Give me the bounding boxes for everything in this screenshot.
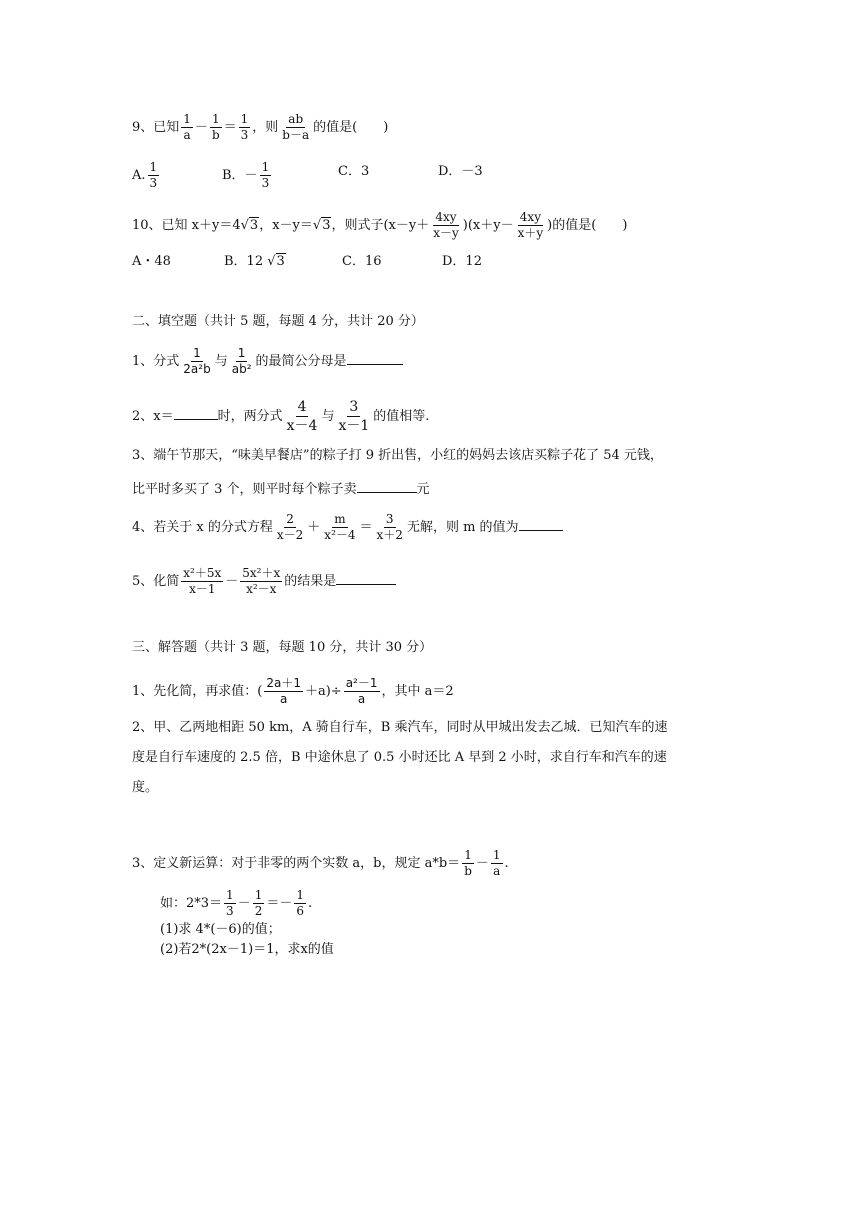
operator: ＝	[359, 520, 373, 535]
q-text: 的值相等.	[373, 409, 430, 424]
numerator: 1	[237, 346, 246, 360]
q-text: 1、分式	[132, 354, 180, 369]
q-text: 5、化简	[132, 574, 180, 589]
denominator: 3	[261, 176, 270, 190]
fraction	[275, 512, 305, 543]
fraction	[264, 676, 303, 707]
q10-text: ，则式子(x－y＋	[331, 218, 430, 233]
fill-question-3-line-1: 3、端午节那天，“味美早餐店”的粽子打 9 折出售，小红的妈妈去该店买粽子花了 54 元钱，	[132, 448, 663, 463]
numerator: 1	[240, 112, 249, 126]
numerator: m	[334, 512, 346, 526]
q-text: .	[504, 856, 509, 871]
operator: －	[194, 120, 208, 135]
radicand: 3	[276, 254, 285, 269]
solve-question-3	[132, 848, 509, 879]
solve-question-3-sub-1: (1)求 4*(－6)的值；	[160, 922, 281, 937]
q10-text: )(x＋y－	[462, 218, 514, 233]
q10-option-b	[224, 252, 286, 272]
q-text: 与	[214, 354, 228, 369]
fraction	[280, 112, 311, 143]
q10-text: 10、已知 x＋y＝4	[132, 218, 241, 233]
q-text: 与	[321, 409, 335, 424]
q-text: 的结果是	[284, 574, 337, 589]
q-text: 4、若关于 x 的分式方程	[132, 520, 273, 535]
option-label: B．－	[222, 168, 258, 183]
denominator: a	[357, 692, 366, 706]
sqrt: √3	[267, 254, 285, 269]
operator: －	[475, 856, 489, 871]
fraction	[181, 346, 212, 377]
numerator: 1	[211, 112, 220, 126]
q-text: 的最简公分母是	[255, 354, 347, 369]
answer-blank[interactable]	[347, 350, 403, 365]
fraction	[491, 848, 503, 879]
q-text: .	[308, 896, 313, 911]
numerator: 1	[254, 888, 263, 902]
radicand: 3	[322, 218, 331, 233]
numerator: 1	[183, 112, 191, 126]
q9-prefix: 9、已知	[132, 120, 180, 135]
numerator: x²＋5x	[183, 566, 222, 580]
denominator: b－a	[282, 128, 310, 142]
denominator: x－4	[286, 418, 318, 434]
operator: ＝－	[266, 896, 293, 911]
operator: －	[225, 574, 239, 589]
numerator: ab	[288, 112, 304, 126]
fill-question-1	[132, 346, 403, 377]
numerator: 1	[464, 848, 472, 862]
q9-option-b	[222, 160, 273, 191]
q10-text: )的值是( )	[547, 218, 628, 233]
solve-question-3-sub-2: (2)若2*(2x－1)＝1，求x的值	[160, 942, 334, 957]
q9-option-d: D．－3	[438, 164, 483, 179]
q10-option-c: C．16	[342, 254, 382, 269]
option-label: B．12	[224, 254, 264, 269]
denominator: x＋y	[517, 226, 544, 240]
numerator: 4xy	[435, 210, 457, 224]
denominator: x＋2	[376, 528, 403, 542]
numerator: 1	[296, 888, 304, 902]
solve-question-2-line-1: 2、甲、乙两地相距 50 km，A 骑自行车，B 乘汽车，同时从甲城出发去乙城．已知汽车的速	[132, 720, 668, 735]
fraction	[260, 160, 272, 191]
numerator: a²－1	[345, 676, 378, 690]
answer-blank[interactable]	[336, 570, 396, 585]
denominator: 3	[240, 128, 249, 142]
answer-blank[interactable]	[174, 405, 218, 420]
fraction	[224, 888, 236, 919]
question-9	[132, 112, 388, 143]
fraction	[516, 210, 546, 241]
numerator: 1	[261, 160, 270, 174]
fraction	[431, 210, 461, 241]
numerator: 1	[149, 160, 158, 174]
section-heading-solve: 三、解答题（共计 3 题，每题 10 分，共计 30 分）	[132, 640, 433, 655]
denominator: b	[464, 864, 472, 878]
q-text: 比平时多买了 3 个，则平时每个粽子卖	[132, 482, 357, 497]
numerator: 2	[286, 512, 294, 526]
q-text: 时，两分式	[217, 409, 283, 424]
q-text: 3、定义新运算：对于非零的两个实数 a，b，规定 a*b＝	[132, 856, 461, 871]
operator: ＝	[223, 120, 237, 135]
numerator: 1	[226, 888, 234, 902]
denominator: x－2	[276, 528, 304, 542]
denominator: 3	[149, 176, 158, 190]
q9-option-a	[132, 160, 161, 191]
denominator: b	[211, 128, 220, 142]
solve-question-2-line-3: 度。	[132, 780, 159, 795]
answer-blank[interactable]	[357, 478, 417, 493]
denominator: ab²	[231, 362, 252, 376]
denominator: 6	[296, 904, 304, 918]
solve-question-3-example	[160, 888, 312, 919]
section-heading-fill-blank: 二、填空题（共计 5 题，每题 4 分，共计 20 分）	[132, 314, 424, 329]
denominator: x－y	[433, 226, 459, 240]
fraction	[148, 160, 160, 191]
question-10	[132, 210, 627, 241]
sqrt: √3	[240, 218, 259, 233]
denominator: a	[493, 864, 501, 878]
q10-text: ，x－y＝	[259, 218, 313, 233]
denominator: x－1	[338, 418, 370, 434]
fill-question-3-line-2	[132, 478, 430, 500]
denominator: x²－4	[324, 528, 356, 542]
denominator: a	[183, 128, 191, 142]
fraction	[336, 398, 371, 435]
fill-question-2	[132, 398, 429, 435]
q-text: 元	[416, 482, 430, 497]
fraction	[294, 888, 306, 919]
fraction	[181, 566, 223, 597]
numerator: 4	[297, 399, 307, 415]
fraction	[239, 112, 251, 143]
q10-option-d: D．12	[442, 254, 482, 269]
q9-option-c: C．3	[338, 164, 370, 179]
q-text: 2、x＝	[132, 409, 174, 424]
sqrt: √3	[312, 218, 331, 233]
numerator: 5x²＋x	[242, 566, 281, 580]
denominator: 2a²b	[183, 362, 211, 376]
fraction	[344, 676, 380, 707]
fill-question-5	[132, 566, 396, 597]
q9-suffix: 的值是( )	[313, 120, 389, 135]
fraction	[240, 566, 282, 597]
denominator: x－1	[189, 582, 216, 596]
radicand: 3	[249, 218, 259, 233]
fraction	[375, 512, 405, 543]
option-label: A.	[132, 168, 146, 183]
operator: ＋	[307, 520, 321, 535]
q-text: 1、先化简，再求值：(	[132, 684, 263, 699]
q10-option-a: A・48	[132, 254, 171, 269]
numerator: 1	[492, 848, 501, 862]
denominator: 2	[254, 904, 263, 918]
q-text: ＋a)÷	[304, 684, 342, 699]
denominator: a	[279, 692, 288, 706]
fraction	[181, 112, 193, 143]
numerator: 3	[385, 512, 394, 526]
numerator: 4xy	[519, 210, 541, 224]
q9-mid: ，则	[252, 120, 279, 135]
numerator: 2a＋1	[266, 676, 301, 690]
operator: －	[237, 896, 251, 911]
answer-blank[interactable]	[519, 516, 563, 531]
q-text: ，其中 a＝2	[381, 684, 454, 699]
fraction	[210, 112, 222, 143]
q-text: 无解，则 m 的值为	[406, 520, 519, 535]
denominator: x²－x	[246, 582, 277, 596]
solve-question-2-line-2: 度是自行车速度的 2.5 倍，B 中途休息了 0.5 小时还比 A 早到 2 小时，求自行车和汽车的速	[132, 750, 667, 765]
denominator: 3	[226, 904, 234, 918]
fraction	[230, 346, 254, 377]
fraction	[462, 848, 474, 879]
fill-question-4	[132, 512, 563, 543]
fraction	[322, 512, 357, 543]
solve-question-1	[132, 676, 454, 707]
fraction	[253, 888, 265, 919]
q-text: 如：2*3＝	[160, 896, 223, 911]
fraction	[285, 398, 320, 435]
numerator: 1	[193, 346, 201, 360]
numerator: 3	[349, 399, 359, 415]
